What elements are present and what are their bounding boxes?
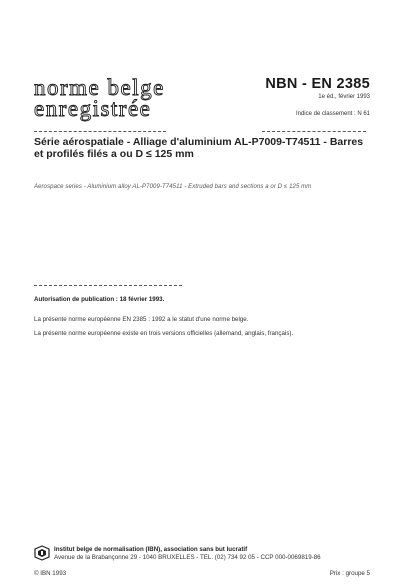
institute-address: Avenue de la Brabançonne 29 - 1040 BRUXELLES - TEL. (02) 734 92 05 - CCP 000-0069819-86 (54, 554, 321, 561)
document-heading (34, 136, 384, 160)
price-group: Prix : groupe 5 (329, 570, 370, 577)
standard-number: NBN - EN 2385 (265, 76, 370, 92)
classification-index: Indice de classement : N 61 (295, 111, 370, 117)
copyright: © IBN 1993 (34, 570, 67, 577)
institute-name: Institut belge de normalisation (IBN), association sans but lucratif (54, 546, 248, 553)
authorization-date: Autorisation de publication : 18 février 1993. (34, 296, 165, 303)
ibn-logo-icon (34, 545, 50, 561)
header-rule-right (262, 131, 366, 132)
english-subtitle: Aerospace series - Aluminium alloy AL-P7009-T74511 - Extruded bars and sections a or D ≤ 125 mm (34, 184, 312, 190)
paragraph-versions: La présente norme européenne existe en trois versions officielles (allemand, anglais, français). (34, 330, 294, 337)
heading-line-2: et profilés filés a ou D ≤ 125 mm (34, 148, 194, 160)
paragraph-status: La présente norme européenne EN 2385 : 1992 a le statut d'une norme belge. (34, 316, 249, 323)
edition-date: 1e éd., février 1993 (318, 94, 370, 100)
title-enregistree: enregistrée (34, 96, 152, 121)
section-rule (34, 285, 182, 286)
header-rule-left (34, 131, 166, 132)
title-norme-belge: norme belge (34, 75, 165, 100)
heading-line-1: Série aérospatiale - Alliage d'aluminium AL-P7009-T74511 - Barres (34, 136, 364, 148)
